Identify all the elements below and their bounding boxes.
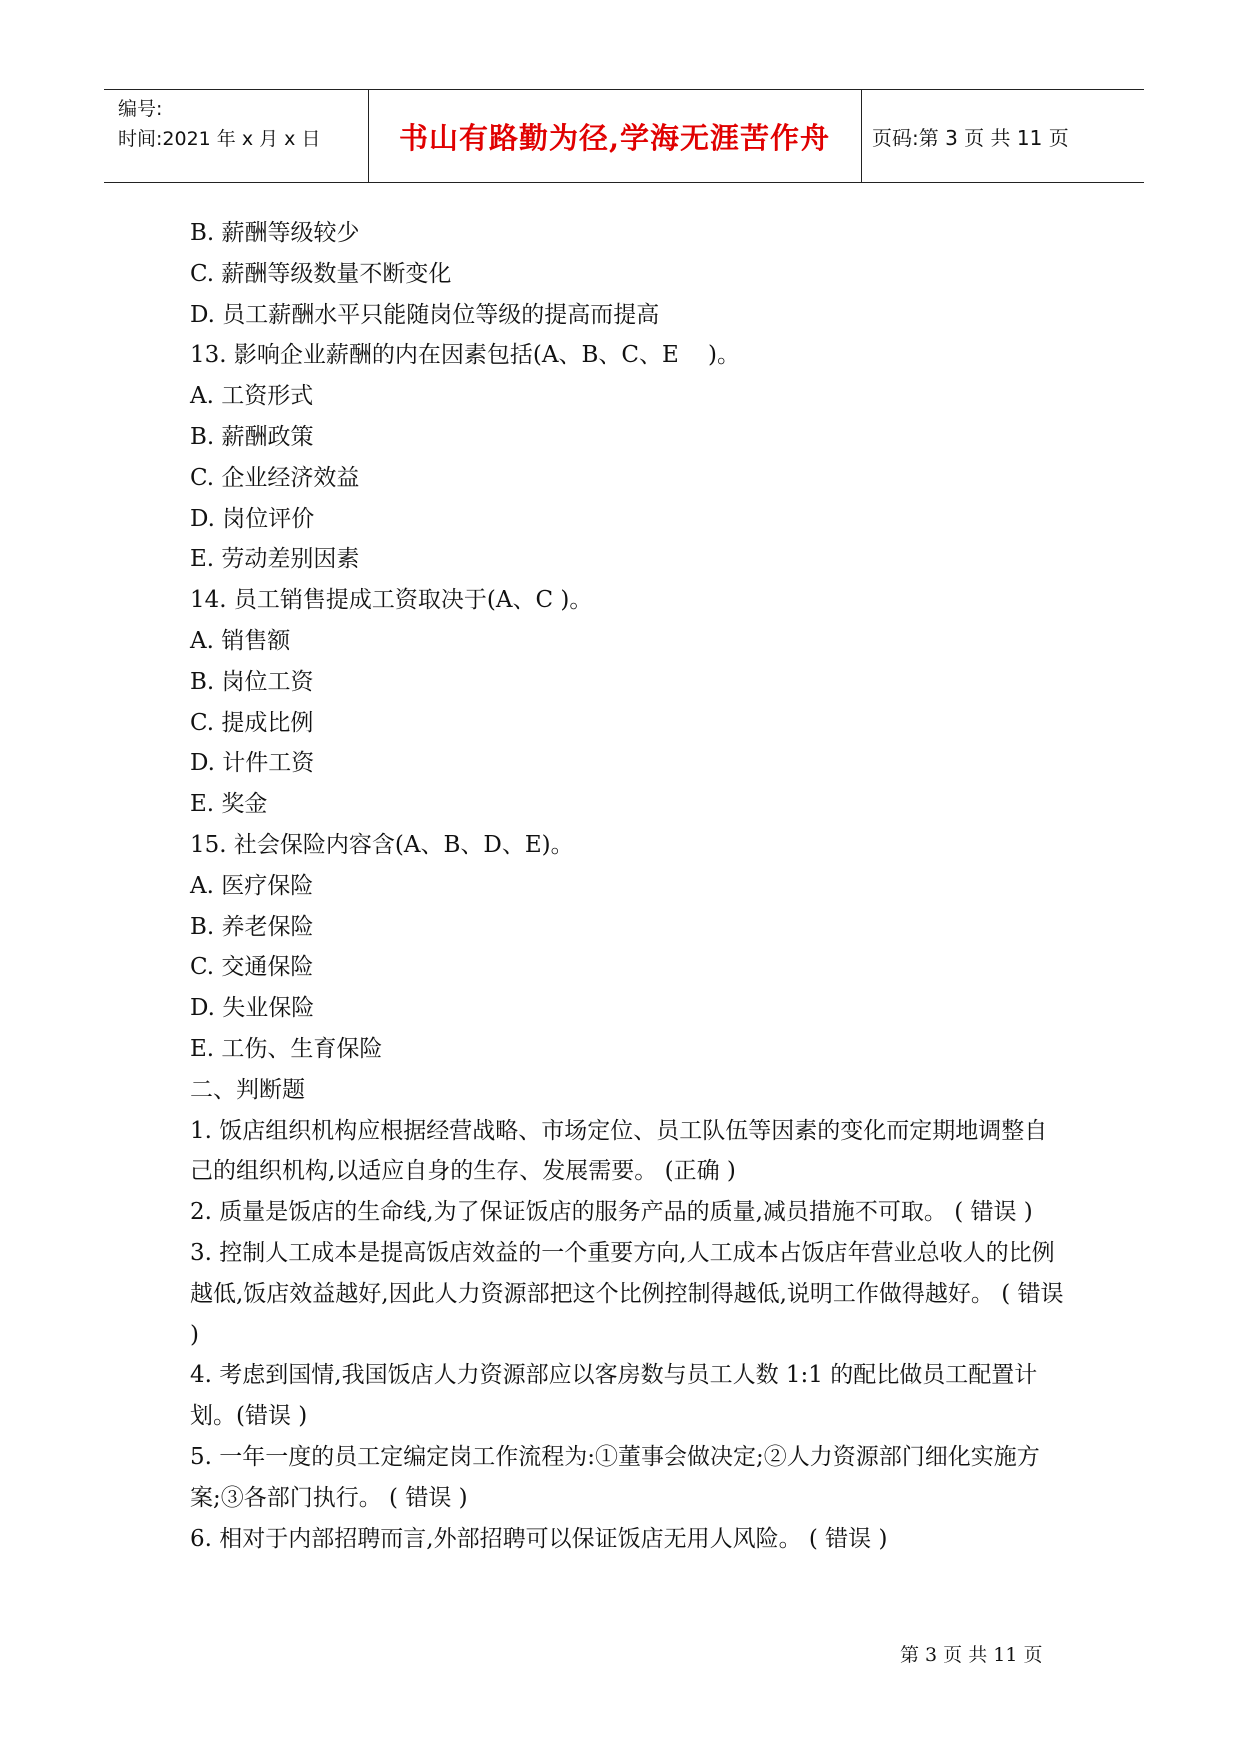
judgment-item: 4. 考虑到国情,我国饭店人力资源部应以客房数与员工人数 1:1 的配比做员工配置计划。(错误 ) <box>190 1362 1038 1430</box>
option-line: B. 岗位工资 <box>190 668 314 695</box>
option-line: E. 奖金 <box>190 791 268 818</box>
option-line: B. 养老保险 <box>190 913 314 940</box>
header-divider <box>861 90 862 182</box>
judgment-item: 6. 相对于内部招聘而言,外部招聘可以保证饭店无用人风险。 ( 错误 ) <box>190 1525 888 1552</box>
question-line: 13. 影响企业薪酬的内在因素包括(A、B、C、E )。 <box>190 342 740 369</box>
judgment-item: 2. 质量是饭店的生命线,为了保证饭店的服务产品的质量,减员措施不可取。 ( 错误 ) <box>190 1199 1033 1226</box>
option-line: C. 交通保险 <box>190 954 314 981</box>
option-line: D. 失业保险 <box>190 995 315 1022</box>
option-line: D. 岗位评价 <box>190 505 315 532</box>
option-line: A. 医疗保险 <box>190 872 314 899</box>
judgment-item: 3. 控制人工成本是提高饭店效益的一个重要方向,人工成本占饭店年营业总收人的比例越低,饭店效益越好,因此人力资源部把这个比例控制得越低,说明工作做得越好。 ( 错误 ) <box>190 1239 1064 1348</box>
header-meta <box>118 94 320 154</box>
judgment-item: 1. 饭店组织机构应根据经营战略、市场定位、员工队伍等因素的变化而定期地调整自己的组织机构,以适应自身的生存、发展需要。 (正确 ) <box>190 1117 1048 1185</box>
option-line: A. 销售额 <box>190 627 291 654</box>
section-heading: 二、判断题 <box>190 1076 305 1103</box>
option-line: C. 提成比例 <box>190 709 314 736</box>
header-page-code: 页码:第 3 页 共 11 页 <box>872 125 1069 150</box>
option-line: D. 员工薪酬水平只能随岗位等级的提高而提高 <box>190 301 660 328</box>
option-line: E. 工伤、生育保险 <box>190 1035 383 1062</box>
judgment-item: 5. 一年一度的员工定编定岗工作流程为:①董事会做决定;②人力资源部门细化实施方案;③各部门执行。 ( 错误 ) <box>190 1443 1040 1511</box>
option-line: D. 计件工资 <box>190 750 315 777</box>
time-label: 时间:2021 年 x 月 x 日 <box>118 128 321 150</box>
option-line: E. 劳动差别因素 <box>190 546 360 573</box>
option-line: B. 薪酬等级较少 <box>190 220 360 246</box>
option-line: A. 工资形式 <box>190 383 314 410</box>
page-footer: 第 3 页 共 11 页 <box>900 1644 1043 1666</box>
number-label: 编号: <box>118 98 163 120</box>
option-line: C. 企业经济效益 <box>190 464 360 491</box>
question-line: 14. 员工销售提成工资取决于(A、C )。 <box>190 587 593 614</box>
option-line: B. 薪酬政策 <box>190 423 314 450</box>
page-header <box>104 89 1144 183</box>
document-body <box>190 213 1070 1559</box>
header-motto: 书山有路勤为径,学海无涯苦作舟 <box>398 120 831 155</box>
question-line: 15. 社会保险内容含(A、B、D、E)。 <box>190 831 574 858</box>
option-line: C. 薪酬等级数量不断变化 <box>190 260 452 287</box>
